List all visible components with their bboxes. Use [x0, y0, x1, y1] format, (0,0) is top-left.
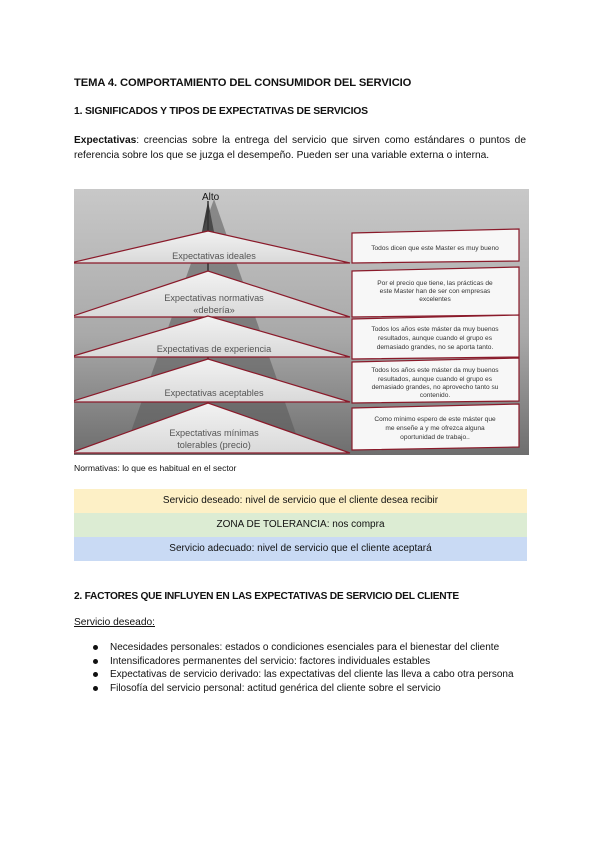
note-5 [352, 404, 519, 450]
note-5-line3: oportunidad de trabajo.. [400, 434, 470, 441]
level-4-label: Expectativas aceptables [164, 388, 264, 398]
note-4 [352, 358, 519, 403]
list-item [74, 682, 526, 696]
note-4-line4: contenido. [419, 392, 451, 399]
list-item-text: Intensificadores permanentes del servicio: factores individuales estables [110, 655, 431, 667]
level-2-label-line2: «debería» [193, 305, 235, 315]
definition-text: : creencias sobre la entrega del servicio que sirven como estándares o puntos de referencia sobre los que se juzga el desempeño. Pueden ser una variable externa o interna. [74, 135, 526, 162]
section-1-heading: 1. SIGNIFICADOS Y TIPOS DE EXPECTATIVAS DE SERVICIOS [74, 106, 368, 117]
note-1 [352, 229, 519, 263]
level-2-label-line1: Expectativas normativas [164, 293, 264, 303]
document-title: TEMA 4. COMPORTAMIENTO DEL CONSUMIDOR DEL SERVICIO [74, 77, 412, 89]
bullet-icon [93, 645, 98, 650]
note-5-line2: me enseñe a y me ofrezca alguna [385, 425, 485, 432]
list-item [74, 668, 526, 682]
expectations-pyramid-diagram [74, 189, 529, 455]
level-5-label-line2: tolerables (precio) [177, 440, 251, 450]
note-2-line3: excelentes [419, 296, 451, 303]
note-4-line1: Todos los años este máster da muy buenos [371, 367, 499, 374]
figure-caption: Normativas: lo que es habitual en el sector [74, 463, 237, 473]
list-item [74, 641, 526, 655]
list-item [74, 655, 526, 669]
note-3-line1: Todos los años este máster da muy buenos [371, 326, 499, 333]
tolerance-zone-band: ZONA DE TOLERANCIA: nos compra [74, 513, 527, 537]
factors-list [74, 641, 526, 695]
note-1-text: Todos dicen que este Master es muy bueno [371, 245, 499, 252]
note-2 [352, 267, 519, 317]
note-3 [352, 315, 519, 359]
level-3-label: Expectativas de experiencia [156, 344, 272, 354]
list-item-text: Expectativas de servicio derivado: las expectativas del cliente las lleva a cabo otra persona [110, 669, 514, 681]
note-2-line2: este Master han de ser con empresas [379, 288, 491, 295]
expectativas-definition [74, 133, 526, 163]
adequate-service-band: Servicio adecuado: nivel de servicio que el cliente aceptará [74, 537, 527, 561]
note-5-line1: Como mínimo espero de este máster que [374, 416, 496, 423]
tolerance-zone-table [74, 489, 527, 561]
note-2-line1: Por el precio que tiene, las prácticas de [377, 280, 493, 287]
note-4-line2: resultados, aunque cuando el grupo es [377, 376, 493, 383]
definition-term: Expectativas [74, 135, 137, 146]
desired-service-band: Servicio deseado: nivel de servicio que el cliente desea recibir [74, 489, 527, 513]
top-label: Alto [202, 192, 220, 203]
note-3-line2: resultados, aunque cuando el grupo es [377, 335, 493, 342]
list-item-text: Filosofía del servicio personal: actitud genérica del cliente sobre el servicio [110, 682, 441, 694]
bullet-icon [93, 686, 98, 691]
level-5-label-line1: Expectativas mínimas [169, 428, 259, 438]
bullet-icon [93, 672, 98, 677]
bullet-icon [93, 659, 98, 664]
section-2-heading: 2. FACTORES QUE INFLUYEN EN LAS EXPECTATIVAS DE SERVICIO DEL CLIENTE [74, 591, 459, 602]
level-1-label: Expectativas ideales [172, 251, 256, 261]
desired-service-subheading: Servicio deseado: [74, 617, 155, 628]
note-4-line3: demasiado grandes, no aprovecho tanto su [371, 384, 499, 391]
list-item-text: Necesidades personales: estados o condiciones esenciales para el bienestar del cliente [110, 642, 500, 653]
note-3-line3: demasiado grandes, no se aporta tanto. [376, 344, 494, 351]
